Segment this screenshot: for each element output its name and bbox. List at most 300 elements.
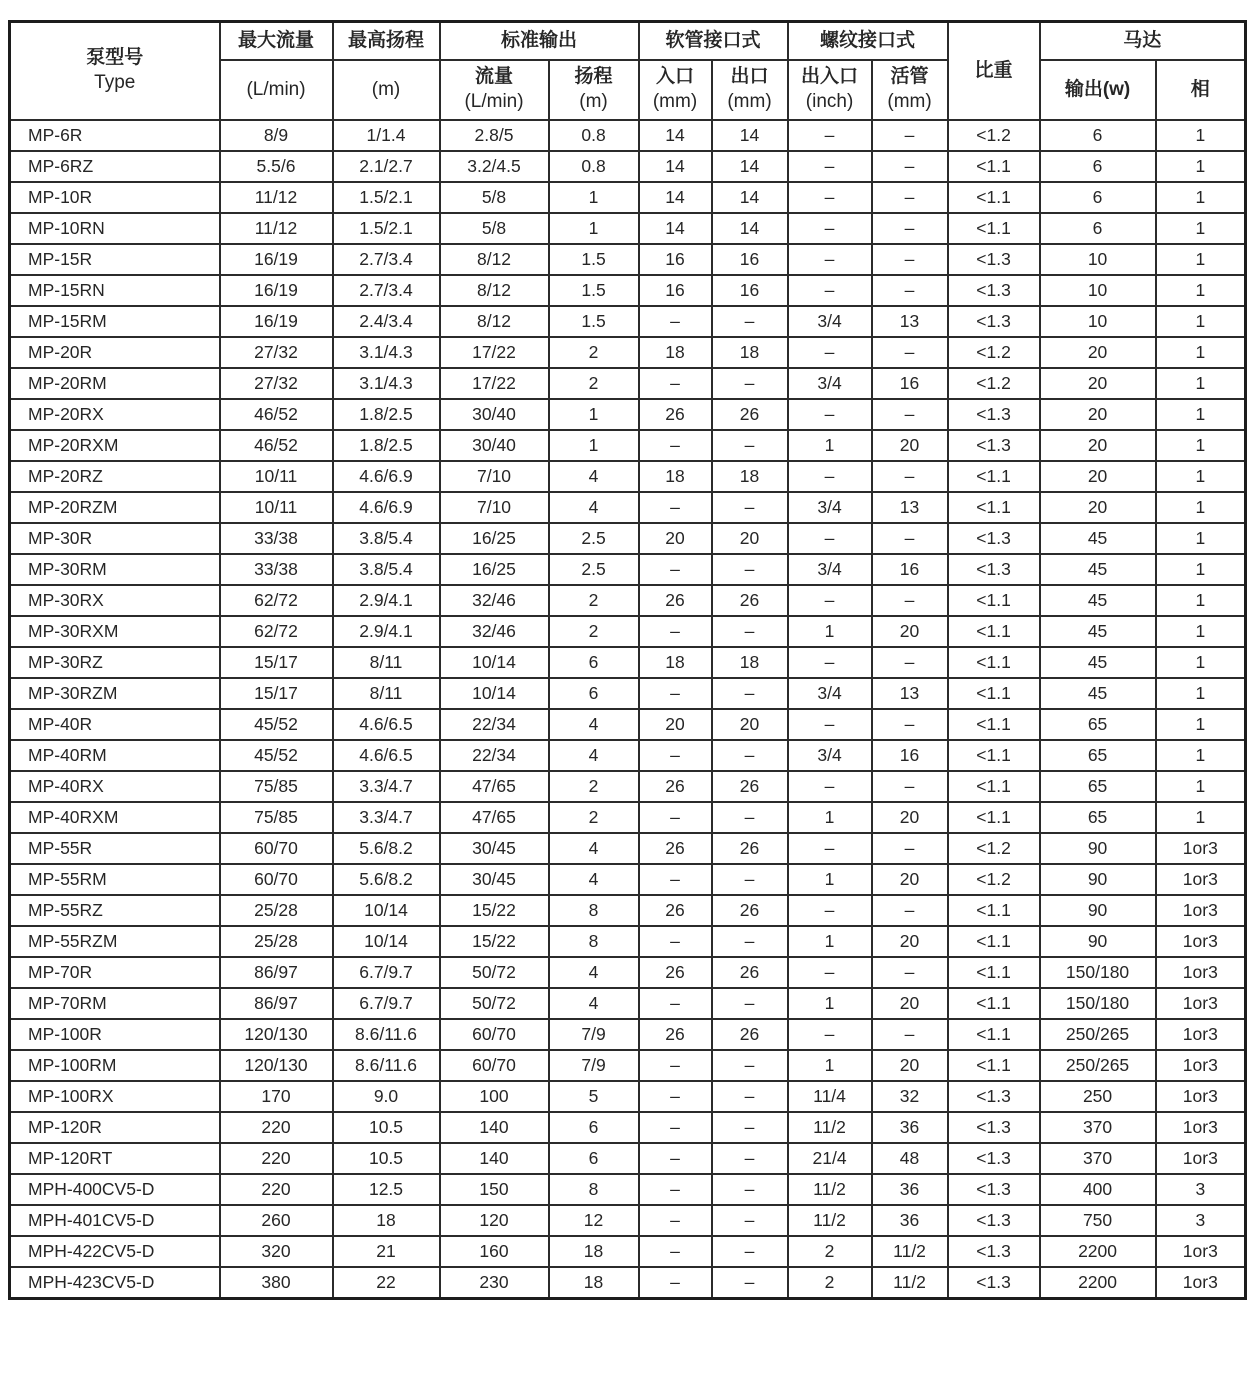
header-thread-connection: 螺纹接口式	[788, 22, 948, 61]
table-row	[10, 213, 1246, 244]
spec-value-cell: 1	[1156, 120, 1246, 151]
spec-value-cell: 8/12	[440, 275, 549, 306]
table-row	[10, 120, 1246, 151]
spec-value-cell: –	[712, 926, 788, 957]
header-std-flow: 流量 (L/min)	[440, 60, 549, 120]
table-row	[10, 1143, 1246, 1174]
spec-value-cell: <1.1	[948, 151, 1040, 182]
spec-value-cell: 2.5	[549, 554, 639, 585]
pump-type-cell: MP-100RX	[10, 1081, 220, 1112]
spec-value-cell: –	[712, 368, 788, 399]
spec-value-cell: 4	[549, 957, 639, 988]
spec-value-cell: –	[639, 616, 712, 647]
spec-value-cell: 1	[788, 988, 872, 1019]
spec-value-cell: 1	[788, 926, 872, 957]
spec-value-cell: 26	[712, 957, 788, 988]
table-row	[10, 895, 1246, 926]
header-standard-output: 标准输出	[440, 22, 639, 61]
spec-value-cell: 26	[712, 585, 788, 616]
spec-value-cell: 1or3	[1156, 864, 1246, 895]
pump-type-cell: MP-20RZ	[10, 461, 220, 492]
spec-value-cell: 4	[549, 461, 639, 492]
spec-value-cell: 1	[788, 864, 872, 895]
spec-value-cell: <1.1	[948, 988, 1040, 1019]
spec-value-cell: 8/12	[440, 244, 549, 275]
spec-value-cell: 1or3	[1156, 1081, 1246, 1112]
spec-value-cell: 33/38	[220, 523, 333, 554]
spec-value-cell: –	[788, 709, 872, 740]
spec-value-cell: 32/46	[440, 616, 549, 647]
spec-value-cell: <1.1	[948, 182, 1040, 213]
spec-value-cell: 1	[549, 182, 639, 213]
spec-value-cell: 11/12	[220, 182, 333, 213]
spec-value-cell: 11/2	[788, 1112, 872, 1143]
spec-value-cell: 3.8/5.4	[333, 523, 440, 554]
spec-value-cell: 18	[639, 647, 712, 678]
spec-value-cell: 14	[712, 151, 788, 182]
table-row	[10, 1267, 1246, 1299]
spec-value-cell: 25/28	[220, 926, 333, 957]
spec-value-cell: 1.5	[549, 306, 639, 337]
spec-value-cell: 170	[220, 1081, 333, 1112]
spec-value-cell: 1or3	[1156, 895, 1246, 926]
spec-value-cell: 11/4	[788, 1081, 872, 1112]
spec-value-cell: <1.2	[948, 120, 1040, 151]
spec-value-cell: 17/22	[440, 337, 549, 368]
header-hose-connection: 软管接口式	[639, 22, 788, 61]
spec-value-cell: –	[639, 1236, 712, 1267]
spec-value-cell: 320	[220, 1236, 333, 1267]
spec-value-cell: 0.8	[549, 151, 639, 182]
spec-value-cell: –	[712, 1143, 788, 1174]
spec-value-cell: –	[872, 895, 948, 926]
spec-value-cell: 32/46	[440, 585, 549, 616]
spec-value-cell: 45/52	[220, 740, 333, 771]
spec-value-cell: 1or3	[1156, 1050, 1246, 1081]
spec-value-cell: 6	[1040, 151, 1156, 182]
spec-value-cell: 1or3	[1156, 1143, 1246, 1174]
table-row	[10, 430, 1246, 461]
spec-value-cell: 14	[639, 120, 712, 151]
spec-value-cell: 4.6/6.9	[333, 492, 440, 523]
spec-value-cell: 1.8/2.5	[333, 399, 440, 430]
spec-value-cell: 1	[1156, 492, 1246, 523]
table-row	[10, 244, 1246, 275]
spec-value-cell: 1.5/2.1	[333, 182, 440, 213]
spec-value-cell: 30/45	[440, 864, 549, 895]
spec-value-cell: 90	[1040, 833, 1156, 864]
pump-type-cell: MP-40RX	[10, 771, 220, 802]
spec-value-cell: 3	[1156, 1205, 1246, 1236]
spec-value-cell: <1.1	[948, 709, 1040, 740]
spec-value-cell: 16	[712, 244, 788, 275]
spec-value-cell: 13	[872, 306, 948, 337]
spec-value-cell: –	[788, 585, 872, 616]
spec-value-cell: 6.7/9.7	[333, 957, 440, 988]
pump-type-cell: MP-30RM	[10, 554, 220, 585]
table-row	[10, 802, 1246, 833]
spec-value-cell: 20	[872, 430, 948, 461]
spec-value-cell: <1.3	[948, 523, 1040, 554]
spec-value-cell: 1	[1156, 709, 1246, 740]
spec-value-cell: 45	[1040, 554, 1156, 585]
spec-value-cell: –	[712, 988, 788, 1019]
spec-value-cell: –	[872, 337, 948, 368]
spec-value-cell: –	[639, 306, 712, 337]
header-std-head: 扬程 (m)	[549, 60, 639, 120]
spec-value-cell: <1.3	[948, 306, 1040, 337]
table-row	[10, 151, 1246, 182]
pump-type-cell: MP-70R	[10, 957, 220, 988]
spec-value-cell: 22/34	[440, 709, 549, 740]
spec-value-cell: 65	[1040, 709, 1156, 740]
spec-value-cell: –	[639, 368, 712, 399]
spec-value-cell: –	[872, 647, 948, 678]
spec-value-cell: 5/8	[440, 182, 549, 213]
table-row	[10, 399, 1246, 430]
spec-value-cell: 16/19	[220, 244, 333, 275]
spec-value-cell: 2	[549, 585, 639, 616]
spec-value-cell: –	[639, 1112, 712, 1143]
spec-value-cell: 8	[549, 895, 639, 926]
spec-value-cell: 50/72	[440, 988, 549, 1019]
spec-value-cell: 20	[872, 926, 948, 957]
spec-value-cell: 11/12	[220, 213, 333, 244]
spec-value-cell: 20	[1040, 430, 1156, 461]
spec-value-cell: 120/130	[220, 1050, 333, 1081]
spec-value-cell: 14	[639, 213, 712, 244]
spec-value-cell: 20	[1040, 337, 1156, 368]
spec-value-cell: 1	[1156, 554, 1246, 585]
spec-value-cell: 16	[712, 275, 788, 306]
spec-value-cell: –	[639, 1267, 712, 1299]
spec-value-cell: 6.7/9.7	[333, 988, 440, 1019]
spec-value-cell: 18	[712, 337, 788, 368]
spec-value-cell: –	[712, 678, 788, 709]
spec-value-cell: 6	[1040, 182, 1156, 213]
spec-value-cell: 2.1/2.7	[333, 151, 440, 182]
pump-type-cell: MP-6R	[10, 120, 220, 151]
spec-value-cell: –	[788, 151, 872, 182]
table-row	[10, 368, 1246, 399]
spec-value-cell: 18	[549, 1236, 639, 1267]
table-row	[10, 1050, 1246, 1081]
spec-value-cell: 10	[1040, 306, 1156, 337]
spec-value-cell: 3.3/4.7	[333, 771, 440, 802]
spec-value-cell: –	[788, 461, 872, 492]
spec-value-cell: 2.5	[549, 523, 639, 554]
spec-value-cell: <1.2	[948, 864, 1040, 895]
spec-value-cell: <1.3	[948, 275, 1040, 306]
spec-value-cell: 6	[549, 1143, 639, 1174]
spec-value-cell: –	[872, 182, 948, 213]
spec-value-cell: 120/130	[220, 1019, 333, 1050]
spec-value-cell: 45/52	[220, 709, 333, 740]
spec-value-cell: –	[639, 988, 712, 1019]
spec-value-cell: 400	[1040, 1174, 1156, 1205]
spec-value-cell: 16	[639, 275, 712, 306]
spec-value-cell: 36	[872, 1112, 948, 1143]
spec-value-cell: 3/4	[788, 554, 872, 585]
pump-type-cell: MP-30RZ	[10, 647, 220, 678]
spec-value-cell: <1.1	[948, 957, 1040, 988]
spec-value-cell: 18	[639, 337, 712, 368]
spec-value-cell: 13	[872, 678, 948, 709]
spec-value-cell: 370	[1040, 1112, 1156, 1143]
spec-value-cell: 120	[440, 1205, 549, 1236]
spec-value-cell: 1or3	[1156, 988, 1246, 1019]
spec-value-cell: –	[788, 895, 872, 926]
pump-type-cell: MP-40RM	[10, 740, 220, 771]
spec-value-cell: 26	[712, 833, 788, 864]
pump-type-cell: MP-30RX	[10, 585, 220, 616]
pump-type-cell: MP-15R	[10, 244, 220, 275]
table-row	[10, 616, 1246, 647]
spec-value-cell: 18	[712, 647, 788, 678]
spec-value-cell: 1	[1156, 337, 1246, 368]
spec-value-cell: <1.3	[948, 1112, 1040, 1143]
spec-value-cell: 1or3	[1156, 1019, 1246, 1050]
spec-value-cell: <1.2	[948, 337, 1040, 368]
spec-value-cell: 1or3	[1156, 926, 1246, 957]
spec-value-cell: 1	[1156, 461, 1246, 492]
spec-value-cell: 2200	[1040, 1236, 1156, 1267]
spec-value-cell: 8	[549, 926, 639, 957]
spec-value-cell: 2	[549, 802, 639, 833]
spec-value-cell: –	[639, 1143, 712, 1174]
spec-value-cell: 1	[1156, 306, 1246, 337]
spec-value-cell: 100	[440, 1081, 549, 1112]
spec-value-cell: <1.1	[948, 1050, 1040, 1081]
spec-value-cell: 4.6/6.5	[333, 740, 440, 771]
spec-value-cell: <1.1	[948, 678, 1040, 709]
spec-value-cell: 3.3/4.7	[333, 802, 440, 833]
spec-value-cell: 16	[872, 740, 948, 771]
spec-value-cell: 230	[440, 1267, 549, 1299]
spec-value-cell: <1.3	[948, 1174, 1040, 1205]
spec-value-cell: 14	[712, 182, 788, 213]
spec-value-cell: 10/14	[333, 895, 440, 926]
spec-value-cell: 30/45	[440, 833, 549, 864]
spec-value-cell: 90	[1040, 864, 1156, 895]
spec-value-cell: 220	[220, 1174, 333, 1205]
pump-type-cell: MP-15RN	[10, 275, 220, 306]
spec-value-cell: 20	[872, 988, 948, 1019]
spec-value-cell: 20	[872, 802, 948, 833]
spec-value-cell: –	[872, 461, 948, 492]
pump-type-cell: MP-55RM	[10, 864, 220, 895]
spec-value-cell: 7/10	[440, 461, 549, 492]
table-row	[10, 337, 1246, 368]
spec-value-cell: 1or3	[1156, 1112, 1246, 1143]
spec-value-cell: 1	[788, 1050, 872, 1081]
spec-value-cell: 3/4	[788, 678, 872, 709]
spec-value-cell: 1.5/2.1	[333, 213, 440, 244]
spec-value-cell: –	[712, 1236, 788, 1267]
table-row	[10, 585, 1246, 616]
spec-value-cell: 60/70	[220, 833, 333, 864]
spec-value-cell: 16/25	[440, 554, 549, 585]
spec-value-cell: 20	[872, 1050, 948, 1081]
spec-value-cell: 26	[712, 399, 788, 430]
table-row	[10, 833, 1246, 864]
spec-value-cell: 1	[1156, 399, 1246, 430]
table-row	[10, 771, 1246, 802]
spec-value-cell: –	[639, 1050, 712, 1081]
spec-value-cell: 5	[549, 1081, 639, 1112]
spec-value-cell: 18	[549, 1267, 639, 1299]
spec-value-cell: <1.3	[948, 554, 1040, 585]
spec-value-cell: 20	[872, 864, 948, 895]
spec-value-cell: –	[788, 647, 872, 678]
pump-type-cell: MP-40RXM	[10, 802, 220, 833]
spec-value-cell: 1	[1156, 368, 1246, 399]
spec-value-cell: 14	[639, 151, 712, 182]
spec-value-cell: 21	[333, 1236, 440, 1267]
spec-value-cell: 2.9/4.1	[333, 616, 440, 647]
spec-value-cell: –	[712, 430, 788, 461]
spec-value-cell: 15/17	[220, 678, 333, 709]
spec-value-cell: 1	[788, 802, 872, 833]
spec-value-cell: 75/85	[220, 802, 333, 833]
spec-value-cell: 4.6/6.5	[333, 709, 440, 740]
spec-value-cell: 3.2/4.5	[440, 151, 549, 182]
spec-value-cell: 1or3	[1156, 957, 1246, 988]
spec-value-cell: –	[872, 709, 948, 740]
spec-value-cell: 7/10	[440, 492, 549, 523]
spec-value-cell: 22/34	[440, 740, 549, 771]
spec-value-cell: 370	[1040, 1143, 1156, 1174]
spec-value-cell: 140	[440, 1143, 549, 1174]
spec-value-cell: 2.4/3.4	[333, 306, 440, 337]
spec-value-cell: 3.8/5.4	[333, 554, 440, 585]
spec-value-cell: 9.0	[333, 1081, 440, 1112]
pump-type-cell: MP-20RX	[10, 399, 220, 430]
spec-value-cell: 2	[549, 616, 639, 647]
spec-value-cell: 26	[712, 1019, 788, 1050]
spec-value-cell: <1.3	[948, 244, 1040, 275]
spec-value-cell: 1	[1156, 678, 1246, 709]
spec-value-cell: 10	[1040, 275, 1156, 306]
spec-value-cell: <1.1	[948, 740, 1040, 771]
spec-value-cell: 8/11	[333, 678, 440, 709]
pump-type-cell: MPH-400CV5-D	[10, 1174, 220, 1205]
spec-value-cell: –	[712, 802, 788, 833]
spec-value-cell: 4	[549, 740, 639, 771]
spec-value-cell: 12	[549, 1205, 639, 1236]
header-specific-gravity: 比重	[948, 22, 1040, 121]
spec-value-cell: 20	[1040, 399, 1156, 430]
spec-value-cell: 2	[788, 1267, 872, 1299]
pump-type-cell: MP-100R	[10, 1019, 220, 1050]
spec-value-cell: <1.1	[948, 802, 1040, 833]
spec-value-cell: –	[712, 1174, 788, 1205]
spec-value-cell: 150/180	[1040, 988, 1156, 1019]
spec-value-cell: –	[788, 244, 872, 275]
spec-value-cell: 90	[1040, 926, 1156, 957]
spec-value-cell: <1.1	[948, 616, 1040, 647]
spec-value-cell: 2	[549, 771, 639, 802]
spec-value-cell: 18	[712, 461, 788, 492]
spec-value-cell: 16	[639, 244, 712, 275]
spec-value-cell: 6	[549, 678, 639, 709]
spec-value-cell: 4	[549, 988, 639, 1019]
spec-value-cell: 14	[712, 213, 788, 244]
spec-value-cell: 16	[872, 368, 948, 399]
spec-value-cell: 16/25	[440, 523, 549, 554]
spec-value-cell: –	[639, 740, 712, 771]
header-motor: 马达	[1040, 22, 1246, 61]
spec-value-cell: 10/11	[220, 492, 333, 523]
spec-value-cell: 27/32	[220, 337, 333, 368]
spec-value-cell: 5/8	[440, 213, 549, 244]
spec-value-cell: 90	[1040, 895, 1156, 926]
spec-value-cell: <1.1	[948, 771, 1040, 802]
spec-value-cell: 13	[872, 492, 948, 523]
spec-value-cell: 20	[872, 616, 948, 647]
header-thread-union: 活管 (mm)	[872, 60, 948, 120]
spec-value-cell: 140	[440, 1112, 549, 1143]
spec-value-cell: 17/22	[440, 368, 549, 399]
spec-value-cell: –	[712, 306, 788, 337]
spec-value-cell: 1or3	[1156, 833, 1246, 864]
spec-value-cell: 1	[788, 430, 872, 461]
spec-value-cell: 8.6/11.6	[333, 1050, 440, 1081]
spec-value-cell: 16	[872, 554, 948, 585]
spec-value-cell: 10.5	[333, 1112, 440, 1143]
spec-value-cell: –	[712, 1205, 788, 1236]
spec-value-cell: –	[712, 1050, 788, 1081]
spec-value-cell: –	[872, 585, 948, 616]
table-row	[10, 306, 1246, 337]
pump-type-cell: MP-10R	[10, 182, 220, 213]
spec-value-cell: –	[712, 1081, 788, 1112]
spec-value-cell: –	[712, 492, 788, 523]
spec-value-cell: 26	[639, 1019, 712, 1050]
spec-value-cell: 16/19	[220, 306, 333, 337]
spec-value-cell: 3/4	[788, 368, 872, 399]
pump-type-cell: MP-100RM	[10, 1050, 220, 1081]
spec-value-cell: –	[639, 1174, 712, 1205]
spec-value-cell: 2.8/5	[440, 120, 549, 151]
spec-value-cell: 250/265	[1040, 1019, 1156, 1050]
spec-value-cell: –	[872, 399, 948, 430]
spec-value-cell: 8.6/11.6	[333, 1019, 440, 1050]
spec-value-cell: 5.6/8.2	[333, 833, 440, 864]
spec-value-cell: 15/22	[440, 926, 549, 957]
table-row	[10, 1081, 1246, 1112]
spec-value-cell: 1/1.4	[333, 120, 440, 151]
spec-value-cell: 26	[639, 957, 712, 988]
spec-value-cell: 50/72	[440, 957, 549, 988]
pump-type-cell: MP-20RM	[10, 368, 220, 399]
header-group-row	[10, 22, 1246, 61]
spec-value-cell: –	[788, 182, 872, 213]
spec-value-cell: 30/40	[440, 430, 549, 461]
spec-value-cell: 3/4	[788, 492, 872, 523]
spec-value-cell: 20	[1040, 492, 1156, 523]
spec-value-cell: 62/72	[220, 585, 333, 616]
spec-value-cell: –	[872, 244, 948, 275]
table-row	[10, 926, 1246, 957]
spec-value-cell: –	[712, 740, 788, 771]
table-body	[10, 120, 1246, 1299]
spec-value-cell: 250/265	[1040, 1050, 1156, 1081]
spec-value-cell: 6	[549, 647, 639, 678]
spec-value-cell: 1	[549, 399, 639, 430]
header-max-head: 最高扬程	[333, 22, 440, 61]
spec-value-cell: 8	[549, 1174, 639, 1205]
